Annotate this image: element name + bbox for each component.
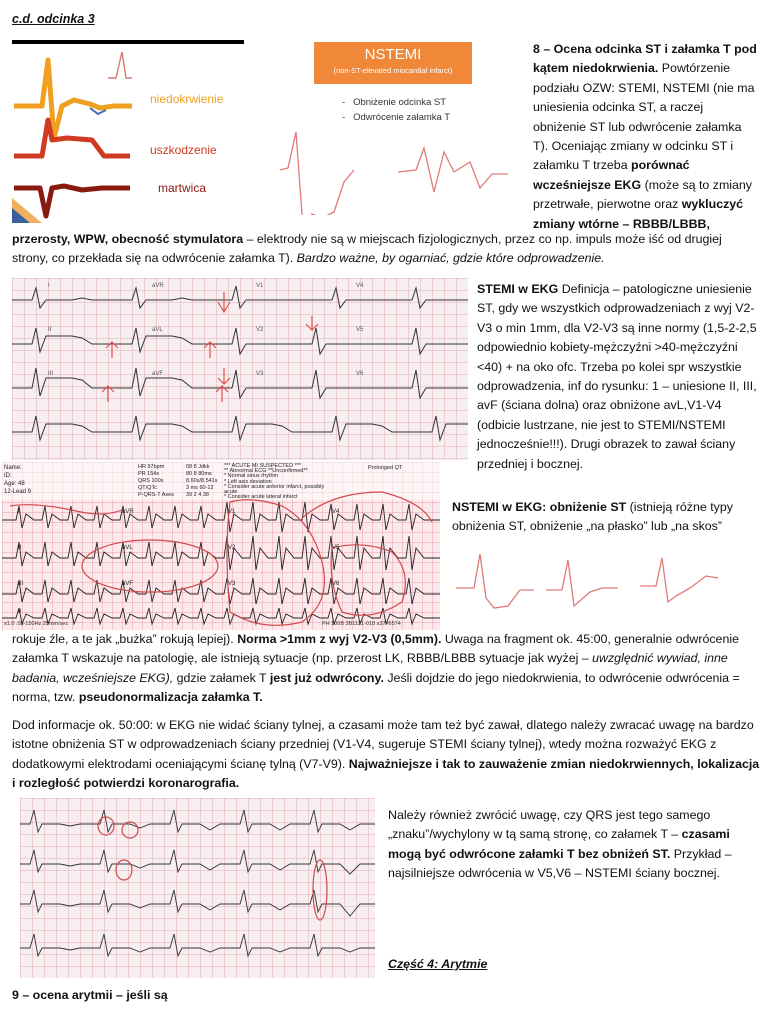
ecg2-interp-0: *** ACUTE MI SUSPECTED *** [224, 463, 302, 469]
ecg2-name: Name: [4, 465, 22, 471]
nstemi-bullet-1: - Obniżenie odcinka ST [342, 97, 447, 108]
ecg1-lead-i: I [48, 283, 50, 289]
ecg2-pr: PR 154s [138, 471, 160, 477]
para-cont-i1: uwzględnić wywiad, inne badania, wcześniejsze EKG), [12, 651, 728, 685]
stemi-text [477, 280, 763, 474]
ecg1-lead-v1: V1 [256, 283, 264, 289]
ecg1-lead-avl: aVL [152, 327, 163, 333]
st-depression-sketches [450, 548, 750, 618]
ecg2-lead-rhythm: II [18, 609, 22, 615]
ecg2-lead-v2: V2 [228, 545, 236, 551]
section8-p2: (może są to zmiany przetrwałe, pierwotne oraz [533, 177, 752, 212]
nstemi-banner-subtitle: (non-ST-elevated miocardial infarct) [333, 66, 453, 75]
ecg2-lead-v6: V6 [332, 581, 340, 587]
stemi-text-body: Definicja – patologiczne uniesienie ST, gdy we wszystkich odprowadzeniach z wyj V2-V3 o min 1mm, dla V2-V3 są inne normy (1,5-2-2,5 odpowiednio kobiety-mężczyźni >40-mężczyźni <40) + na oko ofc. Trzeba po kolei spr wszystkie odprowadzenia, inf do rysunku: 1 – uniesione II, III, avF (ściana dolna) oraz obniżone avL,V1-V4 (odbicie lustrzane, nie jest to STEMI/NSTEMI jednocześnie!!!). Drugi obrazek to zawał ściany przedniej i bocznej. [477, 282, 757, 471]
ecg2-footer: x1.0 .05-150Hz 25mm/sec [4, 621, 69, 627]
nstemi-bullet-1-text: Obniżenie odcinka ST [353, 97, 447, 108]
qrs-note-t1: Należy również zwrócić uwagę, czy QRS jest tego samego „znaku”/wychylony w tą samą stronę, co załamek T – [388, 808, 711, 842]
para-cont-b3: pseudonormalizacja załamka T. [78, 690, 263, 705]
ecg2-lead-v1: V1 [228, 509, 236, 515]
nstemi-banner [314, 42, 472, 84]
ecg2-age: Age: 48 [4, 481, 25, 487]
ecg2-qt: QT/QTc [138, 485, 157, 491]
nstemi-wave-sketches [258, 122, 526, 215]
para-cont-t1: rokuje źle, a te jak „bużka” rokują lepiej). [12, 632, 234, 646]
stemi-label: STEMI w EKG [477, 282, 559, 296]
ecg2-interp-1: ** Abnormal ECG **Unconfirmed** [224, 468, 308, 475]
ecg2-hr-val: 08 8 Jdkk [186, 464, 210, 470]
section8-p1: Powtórzenie podziału OZW: STEMI, NSTEMI (nie ma uniesienia odcinka ST, a raczej obniżenie ST lub odwrócenie załamka T). Oceniając zmiany w odcinku ST i załamku T trzeba [533, 61, 755, 173]
nstemi-slide [258, 40, 526, 215]
paragraph-t-inversion [12, 630, 760, 708]
paragraph-posterior-wall [12, 716, 760, 794]
label-injury: uszkodzenie [150, 143, 217, 157]
qrs-note-t2: Przykład – najsilniejsze odwrócenia w V5,V6 – NSTEMI ściany bocznej. [388, 846, 732, 881]
part4-title: Część 4: Arytmie [388, 957, 488, 971]
ecg1-lead-avr: aVR [152, 283, 164, 289]
para-cont-t3: gdzie załamek T [176, 670, 267, 685]
ecg2-qt-val: 3 ms 60-12 [186, 485, 214, 491]
nstemi-bullet-2: - Odwrócenie załamka T [342, 112, 451, 123]
ecg2-lead-v4: V4 [332, 509, 340, 515]
ecg1-lead-v4: V4 [356, 283, 364, 289]
divider-bar [12, 40, 244, 44]
section8-heading: 8 – Ocena odcinka ST i załamka T pod kątem niedokrwienia. [533, 42, 757, 76]
ecg2-lead-i: I [18, 509, 20, 515]
ecg2-lead-ii: II [18, 545, 22, 551]
ecg2-lead-v3: V3 [228, 581, 236, 587]
ecg2-interp-4: * Consider acute anterior infarct, possibly [224, 483, 325, 490]
ecg2-interp-6: * Consider acute lateral infarct [224, 494, 298, 501]
qrs-note-b1: czasami mogą być odwrócone załamki T bez obniżeń ST. [388, 827, 730, 861]
para-cont-b2: jest już odwrócony. [269, 670, 384, 685]
ecg1-lead-iii: III [48, 371, 54, 377]
ecg2-pr-val: 80 8 80ms [186, 471, 212, 477]
para-cont-t2: Uwaga na fragment ok. 45:00, generalnie odwrócenie załamka T wskazuje na patologię, ale istnieją sytuacje (np. przerost LK, RBBB/LBBB sytuacje jak wyżej – [12, 632, 739, 666]
ecg1-lead-avf: aVF [152, 371, 164, 377]
section8-b2: wykluczyć zmiany wtórne – RBBB/LBBB, [533, 197, 744, 231]
nstemi-ekg-text [452, 498, 752, 537]
nstemi-bullet-2-text: Odwrócenie załamka T [353, 112, 451, 123]
qrs-note [388, 806, 758, 884]
ecg-stemi-inferior [12, 278, 468, 460]
ecg2-lead-v5: V5 [332, 545, 340, 551]
label-necrosis: martwica [158, 181, 207, 195]
para-posterior-t1: Dod informacje ok. 50:00: w EKG nie widać ściany tylnej, a czasami może tam też być zawał, dlatego należy zwracać uwagę na bardzo istotne obniżenia ST w odprowadzeniach ściany przedniej (V1-V4, sugeruje STEMI ściany tylnej), wtedy można rozważyć EKG z dodatkowymi elektrodami oceniającymi ścianę tylną (V7-V9). [12, 718, 754, 771]
ecg1-lead-ii: II [48, 327, 52, 333]
ecg2-lead: 12-Lead 9 [4, 489, 32, 495]
section8-full-text [12, 230, 758, 269]
ecg1-lead-v6: V6 [356, 371, 364, 377]
section8-b1: porównać wcześniejsze EKG [533, 158, 690, 192]
ecg2-lead-iii: III [18, 581, 24, 587]
nstemi-banner-title: NSTEMI [364, 46, 422, 63]
ecg3-traces [20, 798, 375, 978]
section8-p3: – elektrody nie są w miejscach fizjologicznych, przez co np. impuls może iść od drugiej strony, co przekłada się na odwrócenie załamka T). [12, 232, 722, 266]
ecg2-hr: HR 97bpm [138, 464, 165, 470]
ecg2-footer2: PH 100B 3B1121-018 s37#6574 [322, 621, 401, 627]
ecg1-lead-v3: V3 [256, 371, 264, 377]
para-posterior-b1: Najważniejsze i tak to zauważenie zmian niedokrwiennych, lokalizacja i rozległość potwierdzi koronarografia. [12, 756, 760, 791]
ecg2-traces [2, 462, 440, 630]
ecg2-lead-avf: aVF [122, 581, 134, 587]
ecg-t-inversion [20, 798, 375, 978]
page-title: c.d. odcinka 3 [12, 12, 95, 26]
ecg1-lead-v2: V2 [256, 327, 264, 333]
ecg2-qrs: QRS 100s [138, 478, 164, 484]
para-cont-b1: Norma >1mm z wyj V2-V3 (0,5mm). [237, 632, 442, 646]
ischemia-figure [12, 48, 257, 223]
nstemi-ekg-body: (istnieją różne typy obniżenia ST, obniżenie „na płasko” lub „na skos” [452, 500, 733, 534]
ecg-stemi-anterior [2, 462, 440, 630]
para-cont-t4: Jeśli dojdzie do jego niedokrwienia, to odwrócenie odwrócenia = norma, tzw. [12, 670, 740, 705]
ecg1-traces [12, 278, 468, 460]
label-ischemia: niedokrwienie [150, 92, 224, 106]
ecg2-interp-5: acute [224, 489, 238, 496]
ecg2-id: ID: [4, 473, 12, 479]
section8-b3: przerosty, WPW, obecność stymulatora [12, 232, 244, 246]
ecg2-interp-3: * Left axis deviation [224, 478, 272, 485]
section9-title: 9 – ocena arytmii – jeśli są [12, 988, 168, 1002]
ecg2-axes: P-QRS-T Axes [138, 492, 174, 498]
ecg2-interp-2: * Normal sinus rhythm [224, 473, 279, 480]
section8-i1: Bardzo ważne, by ogarniać, gdzie które odprowadzenie. [296, 251, 605, 266]
ischemia-curves [12, 48, 257, 223]
ecg2-axes-val: 39 2 4 38 [186, 492, 209, 498]
ecg2-qrs-val: 8.60s/8.541s [186, 478, 218, 484]
section8-right-text [533, 40, 759, 234]
ecg1-lead-v5: V5 [356, 327, 364, 333]
ecg2-lead-avr: aVR [122, 509, 134, 515]
ecg2-lead-avl: aVL [122, 545, 133, 551]
nstemi-ekg-label: NSTEMI w EKG: obniżenie ST [452, 500, 627, 514]
ecg2-header-far: Prolonged QT [368, 465, 403, 471]
